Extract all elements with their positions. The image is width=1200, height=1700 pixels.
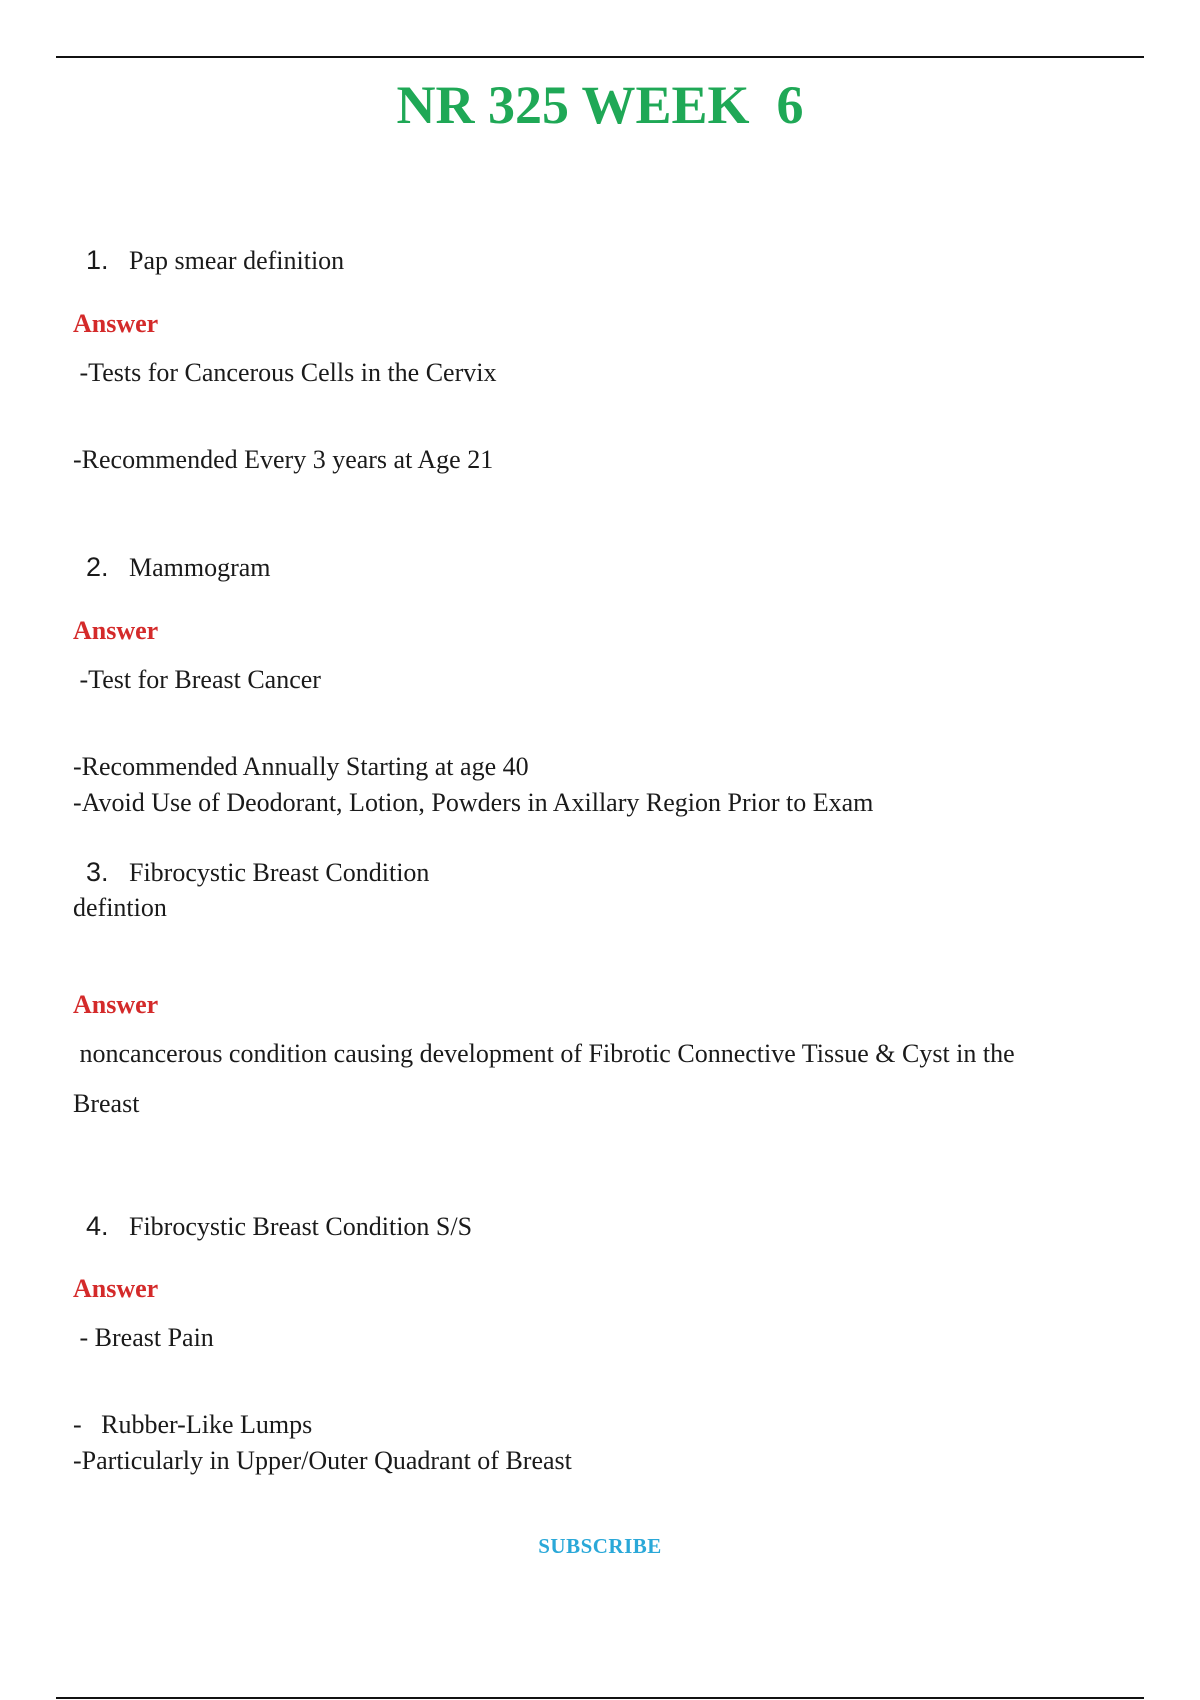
answer-2-line-2: -Recommended Annually Starting at age 40 (73, 752, 529, 781)
answer-3-line-2: Breast (73, 1089, 140, 1118)
question-4 (73, 1175, 472, 1244)
question-2 (73, 516, 271, 585)
answer-label-1: Answer (73, 309, 159, 338)
question-3 (73, 821, 429, 890)
answer-4-line-2: - Rubber-Like Lumps (73, 1410, 313, 1439)
top-rule (56, 56, 1144, 58)
answer-3-line-1: noncancerous condition causing development of Fibrotic Connective Tissue & Cyst in the (73, 1039, 1015, 1068)
answer-2-line-3: -Avoid Use of Deodorant, Lotion, Powders in Axillary Region Prior to Exam (73, 788, 874, 817)
subscribe-link[interactable]: SUBSCRIBE (538, 1534, 662, 1558)
answer-4-line-3: -Particularly in Upper/Outer Quadrant of Breast (73, 1446, 572, 1475)
question-number: 2. (86, 552, 109, 582)
question-text: Pap smear definition (129, 246, 345, 275)
page-title: NR 325 WEEK 6 (396, 75, 804, 135)
answer-1-line-2: -Recommended Every 3 years at Age 21 (73, 445, 494, 474)
question-number: 3. (86, 857, 109, 887)
question-3-continuation: defintion (73, 893, 167, 922)
answer-1-line-1: -Tests for Cancerous Cells in the Cervix (73, 358, 497, 387)
question-number: 4. (86, 1211, 109, 1241)
bottom-rule (56, 1697, 1144, 1699)
answer-label-2: Answer (73, 616, 159, 645)
question-text: Fibrocystic Breast Condition (129, 858, 430, 887)
answer-2-line-1: -Test for Breast Cancer (73, 665, 321, 694)
answer-label-4: Answer (73, 1274, 159, 1303)
question-1 (73, 209, 344, 278)
question-number: 1. (86, 245, 109, 275)
question-text: Fibrocystic Breast Condition S/S (129, 1212, 473, 1241)
answer-4-line-1: - Breast Pain (73, 1323, 214, 1352)
answer-label-3: Answer (73, 990, 159, 1019)
question-text: Mammogram (129, 553, 271, 582)
